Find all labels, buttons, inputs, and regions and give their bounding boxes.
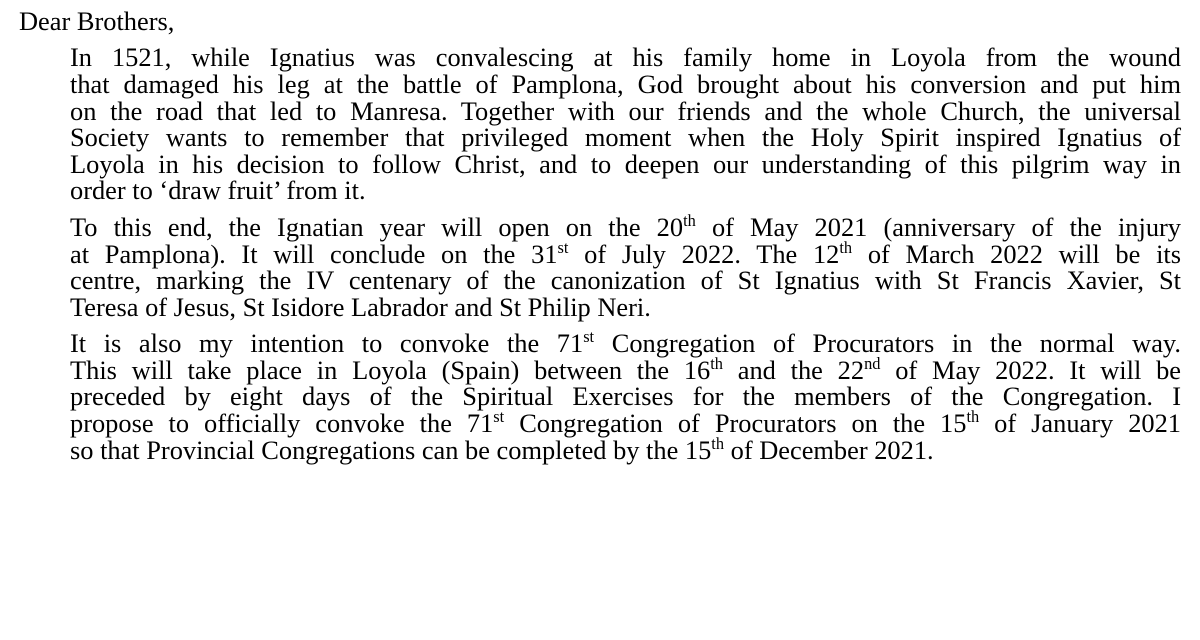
paragraph-line (19, 327, 1182, 359)
ordinal-suffix: th (711, 433, 725, 453)
paragraph-ignatian-conversion (19, 44, 1181, 204)
paragraph-line (19, 124, 1181, 151)
paragraph-line (19, 353, 1181, 385)
text-run: In 1521, while Ignatius was convalescing at his family home in Loyola from the wound (70, 42, 1181, 73)
text-run: of March 2022 will be its (852, 238, 1182, 269)
paragraph-line (19, 148, 1181, 179)
text-run: at Pamplona). It will conclude on the 31 (70, 238, 558, 269)
ordinal-suffix: th (683, 210, 696, 230)
text-run: It is also my intention to convoke the 71 (70, 328, 584, 359)
paragraph-line (19, 267, 1181, 294)
salutation: Dear Brothers, (19, 6, 175, 36)
text-run: centre, marking the IV centenary of the canonization of St Ignatius with St Francis Xavier, St (70, 265, 1181, 296)
paragraph-line (19, 44, 1181, 71)
paragraph-ignatian-year-dates (19, 210, 1182, 322)
text-run: of January 2021 (979, 407, 1181, 438)
ordinal-suffix: st (557, 237, 569, 257)
ordinal-suffix: st (583, 327, 595, 347)
text-run: Loyola in his decision to follow Christ, and to deepen our understanding of this pilgrim way in (70, 148, 1181, 179)
text-run: of December 2021. (724, 434, 934, 465)
ordinal-suffix: nd (864, 353, 881, 373)
paragraph-line (19, 71, 1181, 98)
text-run: Teresa of Jesus, St Isidore Labrador and St Philip Neri. (70, 291, 651, 322)
text-run: so that Provincial Congregations can be completed by the 15 (70, 434, 712, 465)
text-run: of July 2022. The 12 (568, 238, 840, 269)
ordinal-suffix: st (493, 406, 505, 426)
paragraph-line (19, 95, 1181, 126)
text-run: propose to officially convoke the 71 (70, 407, 494, 438)
letter-body (19, 8, 1181, 463)
paragraph-line (19, 433, 1181, 465)
text-run: To this end, the Ignatian year will open on the 20 (70, 211, 684, 242)
paragraph-line (19, 406, 1181, 438)
text-run: Congregation of Procurators on the 15 (504, 407, 967, 438)
ordinal-suffix: th (710, 353, 723, 373)
paragraph-line (19, 291, 1181, 322)
text-run: of May 2021 (anniversary of the injury (695, 211, 1181, 242)
paragraph-line (19, 177, 1181, 204)
text-run: Society wants to remember that privileged moment when the Holy Spirit inspired Ignatius of (70, 122, 1181, 153)
paragraph-line (19, 210, 1181, 242)
paragraph-congregation-of-procurators (19, 327, 1182, 465)
text-run: Congregation of Procurators in the normal way. (594, 328, 1182, 359)
ordinal-suffix: th (839, 237, 853, 257)
text-run: and the 22 (722, 354, 865, 385)
ordinal-suffix: th (966, 406, 980, 426)
text-run: This will take place in Loyola (Spain) between the 16 (70, 354, 711, 385)
text-run: of May 2022. It will be (880, 354, 1181, 385)
text-run: preceded by eight days of the Spiritual Exercises for the members of the Congregation. I (70, 381, 1181, 412)
paragraph-line (19, 383, 1181, 410)
text-run: order to ‘draw fruit’ from it. (70, 175, 366, 206)
text-run: that damaged his leg at the battle of Pamplona, God brought about his conversion and put him (70, 69, 1181, 100)
text-run: on the road that led to Manresa. Together with our friends and the whole Church, the universal (70, 95, 1181, 126)
paragraph-line (19, 237, 1182, 269)
